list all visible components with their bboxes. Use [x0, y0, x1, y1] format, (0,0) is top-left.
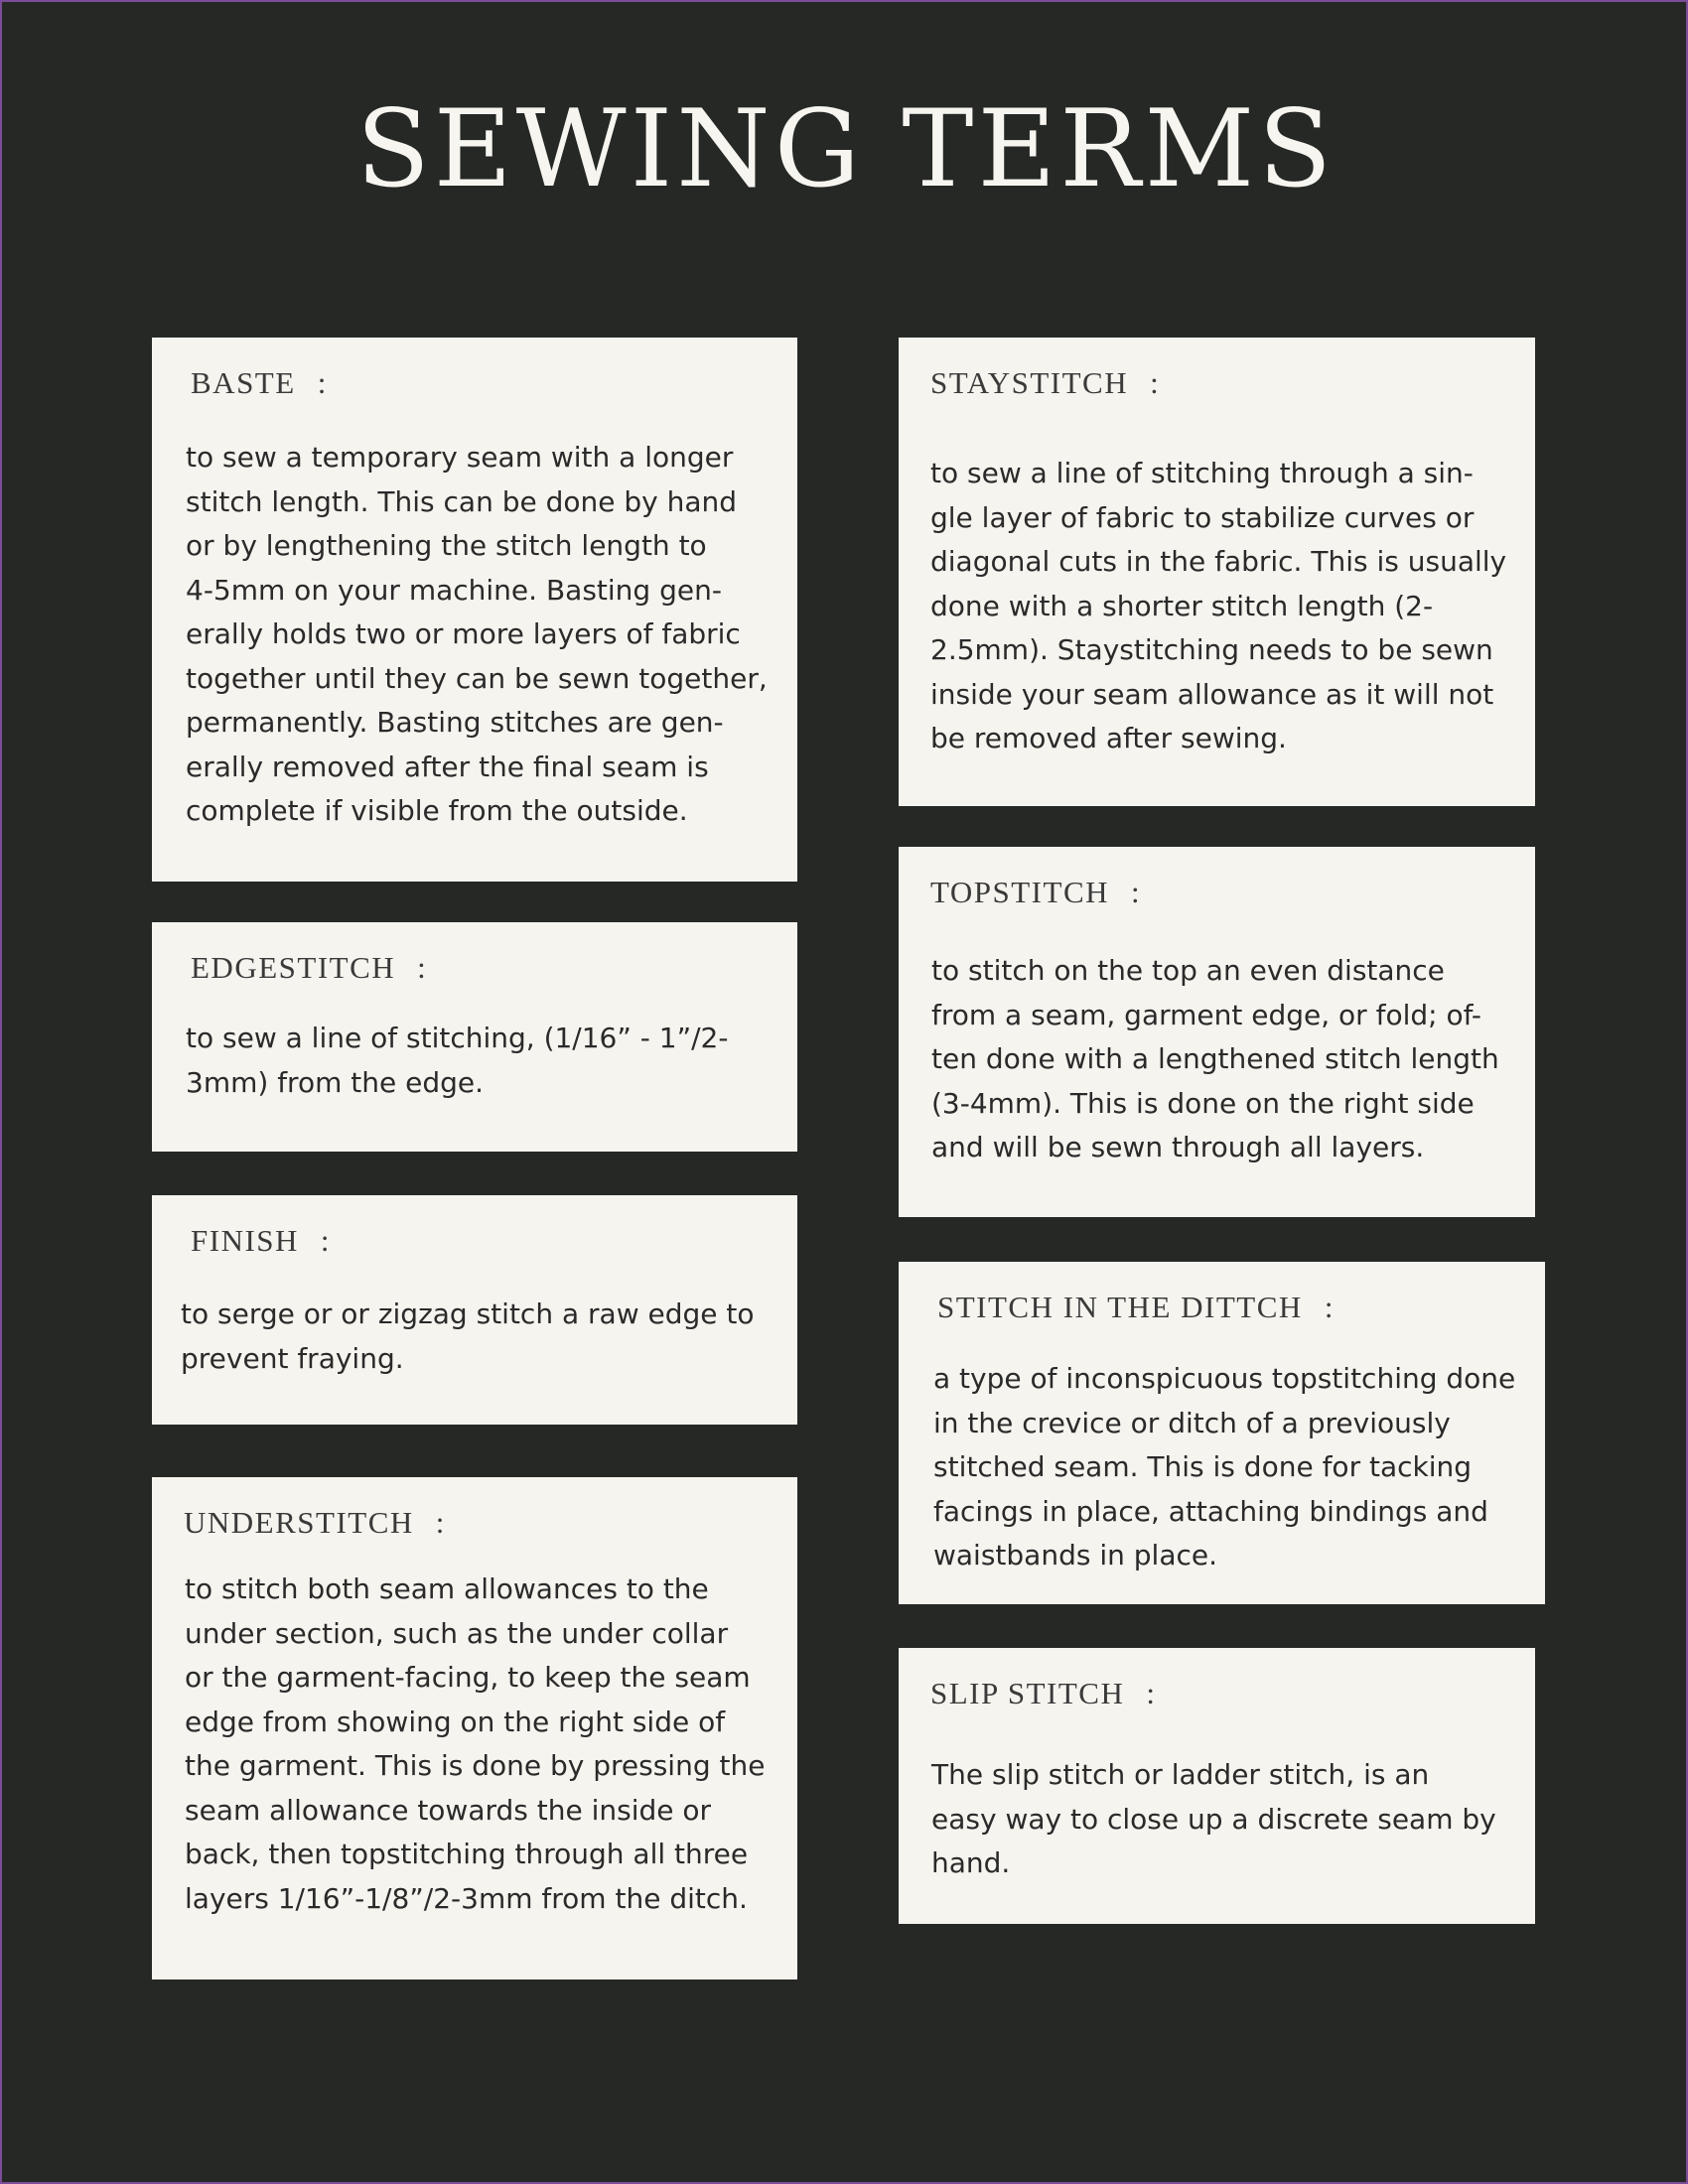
term-label: STITCH IN THE DITTCH	[937, 1290, 1303, 1324]
term-colon: :	[435, 1505, 446, 1540]
definition-line: edge from showing on the right side of	[185, 1705, 726, 1738]
term-card-staystitch	[899, 338, 1535, 806]
definition-line: done with a shorter stitch length (2-	[930, 589, 1434, 622]
term-label: UNDERSTITCH	[184, 1505, 414, 1540]
term-heading	[930, 875, 1141, 910]
definition-line: to stitch both seam allowances to the	[185, 1572, 709, 1605]
term-colon: :	[320, 1223, 332, 1258]
definition-line: or by lengthening the stitch length to	[186, 529, 707, 562]
definition-line: gle layer of fabric to stabilize curves or	[930, 500, 1475, 534]
definition-line: (3-4mm). This is done on the right side	[931, 1086, 1475, 1120]
definition-line: to sew a line of stitching through a sin-	[930, 457, 1474, 489]
definition-line: 2.5mm). Staystitching needs to be sewn	[930, 633, 1493, 666]
term-label: FINISH	[191, 1223, 299, 1258]
definition-line: facings in place, attaching bindings and	[933, 1494, 1488, 1528]
definition-line: permanently. Basting stitches are gen-	[186, 706, 724, 739]
definition-line: hand.	[931, 1846, 1011, 1879]
term-definition	[931, 949, 1499, 1170]
definition-line: 4-5mm on your machine. Basting gen-	[186, 573, 722, 607]
term-heading	[191, 365, 328, 401]
definition-line: in the crevice or ditch of a previously	[933, 1406, 1451, 1439]
term-definition	[186, 1017, 728, 1105]
term-label: TOPSTITCH	[930, 875, 1110, 909]
definition-line: under section, such as the under collar	[185, 1616, 729, 1650]
definition-line: seam allowance towards the inside or	[185, 1793, 712, 1827]
term-label: EDGESTITCH	[191, 950, 396, 985]
term-card-finish	[152, 1195, 797, 1425]
definition-line: to serge or or zigzag stitch a raw edge to	[181, 1297, 755, 1330]
term-card-stitch-in-the-ditch	[899, 1262, 1545, 1604]
definition-line: back, then topstitching through all three	[185, 1838, 749, 1870]
term-heading	[930, 1676, 1156, 1711]
definition-line: or the garment-facing, to keep the seam	[185, 1661, 751, 1694]
term-label: STAYSTITCH	[930, 365, 1129, 400]
term-card-topstitch	[899, 847, 1535, 1217]
definition-line: be removed after sewing.	[930, 722, 1287, 754]
term-heading	[930, 365, 1160, 401]
definition-line: a type of inconspicuous topstitching done	[933, 1362, 1516, 1395]
term-definition	[933, 1357, 1515, 1578]
term-colon: :	[1146, 1676, 1157, 1710]
definition-line: complete if visible from the outside.	[186, 794, 688, 827]
definition-line: from a seam, garment edge, or fold; of-	[931, 998, 1482, 1031]
definition-line: to sew a temporary seam with a longer	[186, 441, 734, 474]
term-colon: :	[417, 950, 428, 985]
term-label: SLIP STITCH	[930, 1676, 1125, 1710]
term-definition	[930, 452, 1506, 761]
definition-line: together until they can be sewn together,	[186, 661, 768, 695]
term-heading	[191, 1223, 331, 1259]
definition-line: waistbands in place.	[933, 1539, 1218, 1571]
term-colon: :	[317, 365, 328, 400]
definition-line: prevent fraying.	[181, 1341, 404, 1375]
definition-line: diagonal cuts in the fabric. This is usually	[930, 545, 1507, 578]
definition-line: erally removed after the final seam is	[186, 750, 709, 783]
page-title: SEWING TERMS	[355, 87, 1336, 211]
definition-line: stitched seam. This is done for tacking	[933, 1450, 1473, 1483]
term-card-understitch	[152, 1477, 797, 1979]
definition-line: ten done with a lengthened stitch length	[931, 1042, 1499, 1075]
term-card-slip-stitch	[899, 1648, 1535, 1924]
definition-line: the garment. This is done by pressing the	[185, 1749, 766, 1782]
term-definition	[181, 1293, 755, 1381]
term-card-baste	[152, 338, 797, 882]
term-colon: :	[1131, 875, 1142, 909]
term-heading	[191, 950, 427, 986]
definition-line: easy way to close up a discrete seam by	[931, 1802, 1496, 1836]
definition-line: to sew a line of stitching, (1/16” - 1”/2-	[186, 1022, 729, 1054]
term-definition	[931, 1753, 1496, 1886]
definition-line: erally holds two or more layers of fabric	[186, 617, 741, 650]
definition-line: to stitch on the top an even distance	[931, 954, 1445, 987]
term-label: BASTE	[191, 365, 296, 400]
definition-line: layers 1/16”-1/8”/2-3mm from the ditch.	[185, 1881, 748, 1915]
term-heading	[184, 1505, 446, 1541]
term-card-edgestitch	[152, 922, 797, 1152]
term-heading	[937, 1290, 1335, 1325]
definition-line: stitch length. This can be done by hand	[186, 484, 738, 518]
term-definition	[186, 436, 768, 834]
definition-line: 3mm) from the edge.	[186, 1065, 485, 1099]
term-colon: :	[1324, 1290, 1335, 1324]
definition-line: inside your seam allowance as it will not	[930, 677, 1494, 711]
definition-line: The slip stitch or ladder stitch, is an	[931, 1758, 1430, 1791]
term-definition	[185, 1568, 765, 1921]
term-colon: :	[1150, 365, 1161, 400]
definition-line: and will be sewn through all layers.	[931, 1131, 1425, 1163]
